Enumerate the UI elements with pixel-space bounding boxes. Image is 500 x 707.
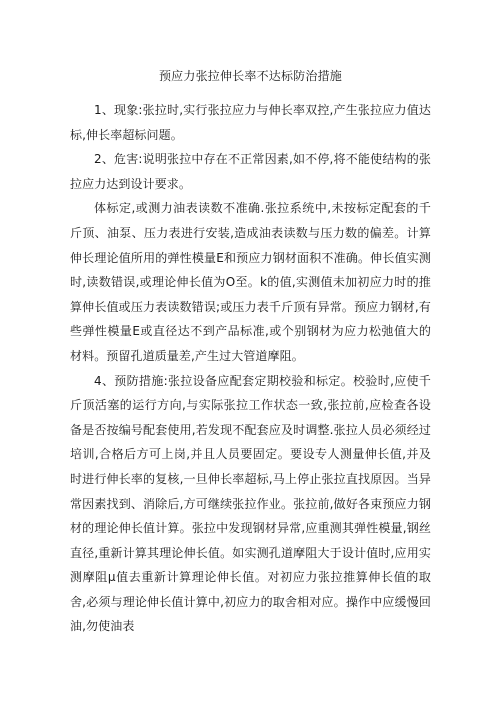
document-title: 预应力张拉伸长率不达标防治措施 (158, 69, 342, 83)
paragraph-prevention: 4、预防措施:张拉设备应配套定期校验和标定。校验时,应使千斤顶活塞的运行方向,与实际张拉工作状态一致,张拉前,应检查各设备是否按编号配套使用,若发现不配套应及时调整.张拉人员必须经过培训,合格后方可上岗,并且人员要固定。要设专人测量伸长值,并及时进行伸长率的复核,一旦伸长率超标,马上停止张拉直找原因。当异常因素找到、消除后,方可继续张拉作业。张拉前,做好各束预应力钢材的理论伸长值计算。张拉中发现钢材异常,应重测其弹性模量,钢丝直径,重新计算其理论伸长值。如实测孔道摩阻大于设计值时,应用实测摩阻μ值去重新计算理论伸长值。对初应力张拉推算伸长值的取舍,必须与理论伸长值计算中,初应力的取舍相对应。操作中应缓慢回油,勿使油表 (70, 373, 431, 634)
paragraph-hazard: 2、危害:说明张拉中存在不正常因素,如不停,将不能使结构的张拉应力达到设计要求。 (70, 152, 431, 191)
paragraph-phenomenon: 1、现象:张拉时,实行张拉应力与伸长率双控,产生张拉应力值达标,伸长率超标问题。 (70, 103, 431, 142)
paragraph-causes: 体标定,或测力油表读数不准确.张拉系统中,未按标定配套的千斤顶、油泵、压力表进行安装,造成油表读数与压力数的偏差。计算伸长理论值所用的弹性模量E和预应力钢材面积不准确。伸长值实测时,读数错误,或理论伸长值为O至。k的值,实测值未加初应力时的推算伸长值或压力表读数错误;或压力表千斤顶有异常。预应力钢材,有些弹性模量E或直径达不到产品标准,或个别钢材为应力松弛值大的材料。预留孔道质量差,产生过大管道摩阻。 (70, 201, 431, 363)
